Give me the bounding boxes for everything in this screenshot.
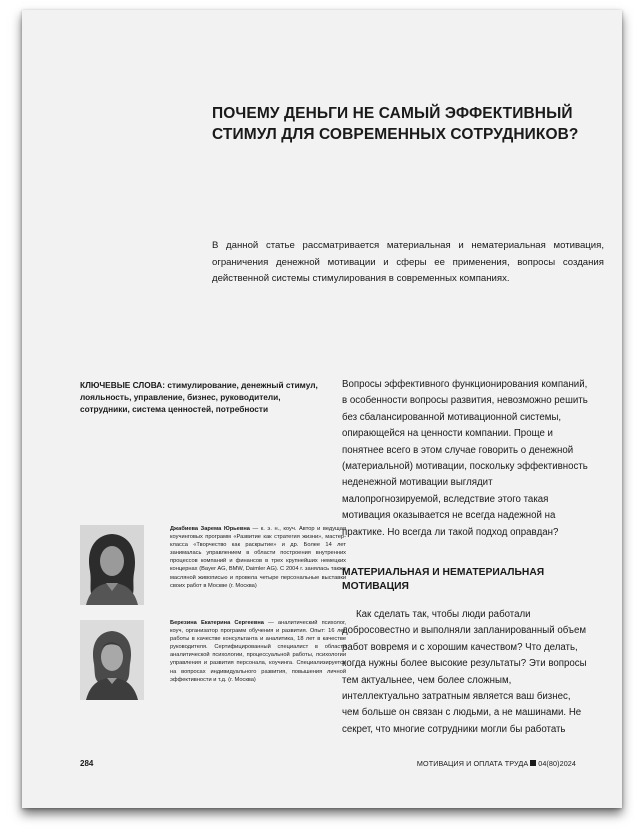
journal-footer	[417, 759, 576, 768]
square-bullet-icon	[530, 760, 536, 766]
author-description: — аналитический психолог, коуч, организатор программ обучения и развития. Опыт: 16 лет работы в качестве консультанта и аналитика, 18 лет в качестве руководителя. Сертифицированный специалист в области аналитической психологии, процессуальной работы, психологии управления и развития персонала, коучинга. Специализируется на вопросах индивидуального развития, повышения личной эффективности и т.д. (г. Москва)	[170, 620, 346, 683]
journal-title: МОТИВАЦИЯ И ОПЛАТА ТРУДА	[416, 759, 529, 768]
page-number: 284	[80, 759, 94, 768]
author-photo-dzhabieva	[80, 525, 144, 605]
journal-page	[22, 10, 622, 808]
section-heading: МАТЕРИАЛЬНАЯ И НЕМАТЕРИАЛЬНАЯ МОТИВАЦИЯ	[342, 567, 545, 592]
article-title: ПОЧЕМУ ДЕНЬГИ НЕ САМЫЙ ЭФФЕКТИВНЫЙ СТИМУЛ ДЛЯ СОВРЕМЕННЫХ СОТРУДНИКОВ?	[212, 105, 579, 143]
journal-issue: 04(80)2024	[538, 759, 576, 768]
section-paragraph: Как сделать так, чтобы люди работали добросовестно и выполняли запланированный объем работ вовремя и с хорошим качеством? Что делать, когда нужны более высокие результаты? Эти вопросы тем актуальнее, чем более сложным, интеллектуально затратным является ваш бизнес, чем больше он связан с людьми, а не машинами. Не секрет, что многие сотрудники могли бы работать	[342, 609, 587, 735]
keywords-label: КЛЮЧЕВЫЕ СЛОВА:	[80, 380, 166, 390]
portrait-image	[80, 525, 144, 605]
author-photo-berezina	[80, 620, 144, 700]
author-description: — к. э. н., коуч. Автор и ведущая коучинговых программ «Развитие как стратегия жизни», мастер-класса «Творчество как раскрытие» и др. Более 14 лет занималась управлением в области построения внутренних процессов компаний и финансов в трех крупнейших немецких концернах (Bayer AG, BMW, Daimler AG). С 2004 г. занялась также масляной живописью и провела четыре персональные выставки своих работ в Москве (г. Москва)	[170, 526, 346, 589]
portrait-image	[80, 620, 144, 700]
author-bio-dzhabieva	[170, 525, 346, 590]
intro-paragraph: Вопросы эффективного функционирования компаний, в особенности вопросы развития, невозможно решить без сбалансированной мотивационной системы, опирающейся на ценности компании. Проще и понятнее всего в этом случае говорить о денежной (материальной) мотивации, поскольку эффективность неденежной мотивации выглядит малопрогнозируемой, вследствие этого такая мотивация оказывается не всегда надежной на практике. Но всегда ли такой подход оправдан?	[342, 379, 588, 538]
keywords-block	[80, 379, 320, 415]
author-bio-berezina	[170, 619, 346, 684]
article-lead: В данной статье рассматривается материальная и нематериальная мотивация, ограничения денежной мотивации и сферы ее применения, вопросы создания действенной системы стимулирования в современных компаниях.	[212, 240, 604, 284]
author-name: Джабиева Зарема Юрьевна	[170, 526, 250, 532]
author-name: Березина Екатерина Сергеевна	[170, 620, 264, 626]
keywords-list: стимулирование, денежный стимул, лояльность, управление, бизнес, руководители, сотрудники, система ценностей, потребности	[80, 380, 318, 414]
